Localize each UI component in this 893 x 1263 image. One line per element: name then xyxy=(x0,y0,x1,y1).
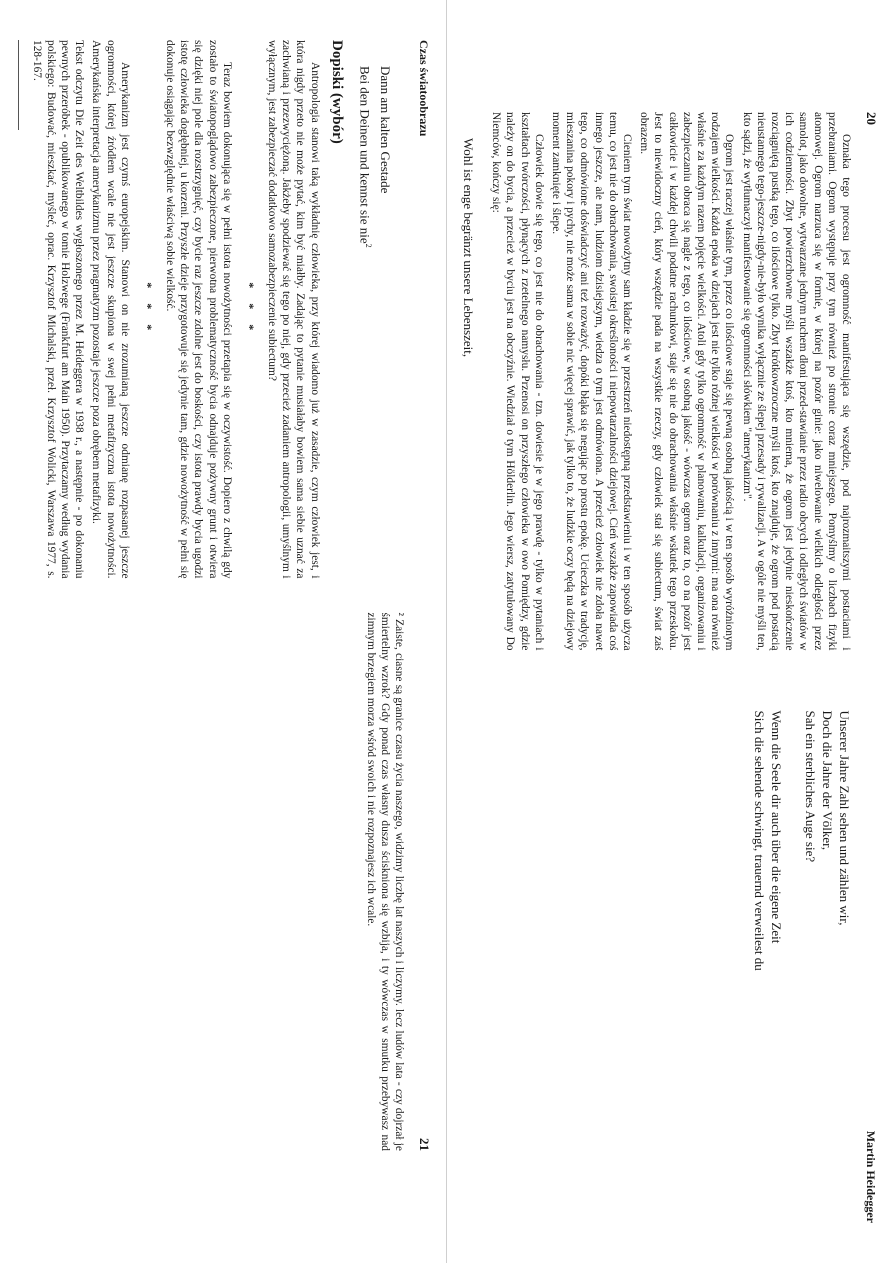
poem-verse xyxy=(357,66,394,579)
running-head xyxy=(863,112,879,1223)
verse-line xyxy=(357,66,377,579)
running-head xyxy=(416,40,432,1151)
verse-line: Unserer Jahre Zahl sehen und zählen wir, xyxy=(837,710,852,926)
page-20 xyxy=(447,0,893,1263)
running-title: Czas światoobrazu xyxy=(417,40,431,137)
paragraph: Amerykanizm jest czymś europejskim. Stanowi on nie zrozumianą jeszcze odmianę rozpasanej jeszcze ogromności, której źródłem wcale nie jest jeszcze skupiona w swej pełni metafizyczna istota nowożytności. Amerykańska interpretacja amerykanizmu przez pragmatyzm pozostaje jeszcze poza obrębem metafizyki. xyxy=(90,40,131,579)
body-text xyxy=(10,40,406,1151)
verse-line: Sah ein sterbliches Auge sie? xyxy=(803,710,818,863)
source-note: Tekst odczytu Die Zeit des Weltbildes wygłoszonego przez M. Heideggera w 1938 r., a następnie - po dokonaniu pewnych przeróbek - opublikowanego w tomie Holzwege (Frankfurt am Main 1950). Przytaczamy według wydania polskiego: Budować, mieszkać, myśleć, oprac. Krzysztof Michalski, przeł. Krzysztof Wolicki, Warszawa 1977, s. 128-167. xyxy=(30,40,86,579)
footnote: ² Zaiste, ciasne są granice czasu życia naszego, widzimy liczbę lat naszych i liczymy. lecz ludów lata - czy dojrzał je śmiertelny wzrok? Gdy ponad czas własny dusza ściskniona się wzbija, i ty wówczas w smutku przebywasz nad zimnym brzegiem morza wśród swoich i nie rozpoznajesz ich wcale. xyxy=(364,612,405,1151)
body-text xyxy=(457,112,853,1223)
section-divider: * * * xyxy=(140,282,155,337)
footnote-rule xyxy=(18,40,19,130)
page-21 xyxy=(0,0,446,1263)
running-title: Martin Heidegger xyxy=(864,1130,878,1223)
paragraph: Cieniem tym świat nowożytny sam kładzie się w przestrzeń niedostępną przedstawieniu i w ten sposób użycza temu, co jest nie do obrachowania, swoistej określoności i niepowtarzalności dziejowej. Cień wszakże zapowiada coś innego jeszcze, ale nam, ludziom dzisiejszym, wiedza o tym jest odmówiona. A przecież człowiek nie zdoła nawet tego, co odmówione doświadczyć ani też rozważyć, dopóki błąka się negując po prostu epokę. Ucieczka w tradycję, mieszanina pokory i pychy, nie może sama w sobie nic więcej sprawić, jak tylko to, że ludzkie oczy będą na dziejowy moment zamknięte i ślepe. xyxy=(549,112,633,651)
paragraph: Oznaka tego procesu jest ogromność manifestująca się wszędzie, pod najrozmaitszymi postaciami i przebraniami. Ogrom występuje przy tym również po stronie coraz mniejszego. Pomyślmy o liczbach fizyki atomowej. Ogrom narzuca się w formie, w której na pozór ginie: jako niwelowanie wielkich odległości przez samolot, jako dowolne, wytwarzane jednym ruchem dłoni przed-stawianie przez radio obcych i odległych światów w ich codzienności. Zbyt powierzchowne myśli wszakże ktoś, kto mniema, że ogrom jest jedynie nieskończenie rozciągniętą pustką tego, co ilościowe tylko. Zbyt krótkowzroczne myśli ktoś, kto znajduje, że ogrom pod postacią nieustannego tego-jeszcze-nigdy-nie-było wynika wyłącznie ze ślepej przesady i rywalizacji. A w ogóle nie myśli ten, kto sądzi, że wytłumaczył manifestowanie się ogromności słówkiem "amerykanizm". xyxy=(740,112,852,651)
verse-line: Wohl ist enge begränzt unsere Lebenszeit, xyxy=(460,138,476,358)
paragraph: Człowiek dowie się tego, co jest nie do obrachowania - tzn. dowiesie je w jego prawdę - tylko w pytaniach i kształtach twórczości, płynących z rzetelnego namysłu. Przenosi on przyszłego człowieka w owo Pomiędzy, gdzie należy on do bycia, a przecież w byciu jest na obczyźnie. Wiedział o tym Hölderlin. Jego wiersz, zatytułowany Do Niemców, kończy się: xyxy=(490,112,545,651)
section-heading: Dopiski (wybór) xyxy=(328,40,345,144)
paragraph: Ogrom jest raczej właśnie tym, przez co ilościowe staje się pewną osobną jakością i w ten sposób wyróżnionym rodzajem wielkości. Każda epoka w dziejach jest nie tylko różnej wielkości w porównaniu z innymi: ma ona również właśnie za każdym razem pojęcie wielkości. Atoli gdy tylko ogromność w planowaniu, kalkulacji, organizowaniu i zabezpieczaniu obraca się nagle z tego, co ilościowe, w osobną jakość - wówczas ogrom oraz to, co na pozór jest całkowicie i w każdej chwili podatne rachunkowi, staje się nie do obrachowania właśnie wskutek tego przeskoku. Jest to niewidoczny cień, który wszędzie pada na wszystkie rzeczy, gdy człowiek stał się subiectum, świat zaś obrazem. xyxy=(638,112,736,651)
page-number: 20 xyxy=(864,112,879,125)
verse-line-text: Bei den Deinen und kennst sie nie xyxy=(357,66,373,244)
footnote-marker: 2 xyxy=(364,243,373,248)
page-number: 21 xyxy=(417,1138,432,1151)
verse-line: Doch die Jahre der Völker, xyxy=(820,710,835,851)
paragraph: Teraz bowiem dokonująca się w pełni istota nowożytności przetapia się w oczywistość. Dopiero z chwilą gdy zostało to światopoglądowo zabezpieczone, pierwotna problematyczność bycia odnajduje pożywny grunt i otwiera się dzięki niej pole dla rozstrzygnięć, czy bycie raz jeszcze zdolne jest do boskości, czy istota prawdy bycia ugodzi istotę człowieka dogłębniej, u korzeni. Przyszłe dzieje przygotowuje się jedynie tam, gdzie nowożytność w pełni się dokonuje osiągając bezwzględnie właściwą sobie wielkość. xyxy=(164,40,233,579)
verse-line: Dann am kalten Gestade xyxy=(378,66,393,194)
verse-line xyxy=(785,711,802,1224)
verse-line: Wenn die Seele dir auch über die eigene Zeit xyxy=(769,710,784,944)
verse-line: Sich die sehende schwingt, trauernd verweilest du xyxy=(752,710,767,971)
paragraph: Antropologia stanowi taką wykładnię człowieka, przy której wiadomo już w zasadzie, czym człowiek jest, i która nigdy przeto nie może pytać, kim być miałby. Zadając to pytanie musiałaby bowiem sama siebie uznać za zachwianą i przezwyciężoną. Jakżeby spodziewać się tego po niej, gdy przecież zadaniem antropologii, umyślnym i wyłącznym, jest zabezpieczać dodatkowo samozabezpieczenie subiectum? xyxy=(266,40,321,579)
section-divider: * * * xyxy=(242,282,257,337)
